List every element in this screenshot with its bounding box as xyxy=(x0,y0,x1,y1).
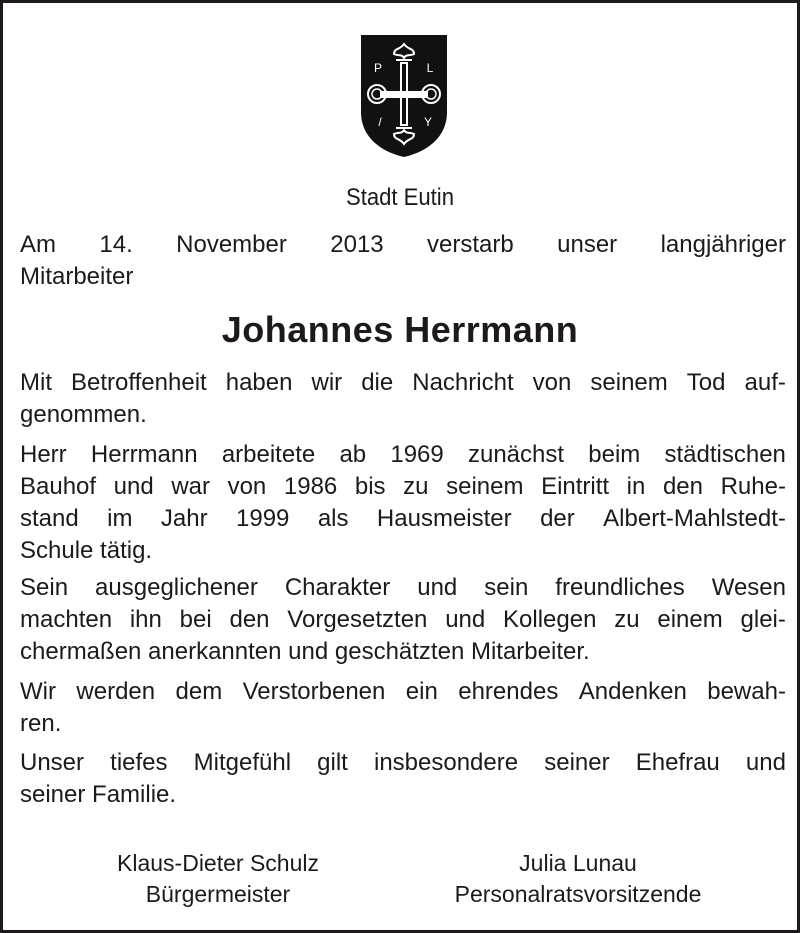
paragraph-5 xyxy=(20,747,786,811)
signatory-title: Bürgermeister xyxy=(145,881,291,907)
text-line: Sein ausgeglichener Charakter und sein freundliches Wesen xyxy=(20,574,786,601)
svg-text:P: P xyxy=(373,61,383,75)
town-name: Stadt Eutin xyxy=(345,184,455,211)
text-line: Schule tätig. xyxy=(20,537,153,564)
coat-of-arms-icon xyxy=(360,34,448,158)
svg-text:/: / xyxy=(378,115,382,129)
text-line: Wir werden dem Verstorbenen ein ehrendes Andenken bewah- xyxy=(20,678,786,705)
deceased-name: Johannes Herrmann xyxy=(221,309,579,350)
svg-text:L: L xyxy=(426,61,434,75)
signatory-name: Klaus-Dieter Schulz xyxy=(117,850,319,876)
intro-paragraph xyxy=(20,229,786,293)
svg-text:Y: Y xyxy=(423,115,433,129)
text-line: Mitarbeiter xyxy=(20,263,134,290)
signatory-name: Julia Lunau xyxy=(519,850,637,876)
paragraph-1 xyxy=(20,367,786,431)
text-line: chermaßen anerkannten und geschätzten Mitarbeiter. xyxy=(20,638,590,665)
signatory-staff-council xyxy=(398,848,758,910)
text-line: stand im Jahr 1999 als Hausmeister der Albert-Mahlstedt- xyxy=(20,505,786,532)
text-line: genommen. xyxy=(20,401,147,428)
text-line: seiner Familie. xyxy=(20,781,177,808)
signatory-title: Personalratsvorsitzende xyxy=(454,881,702,907)
paragraph-3 xyxy=(20,572,786,668)
signatory-mayor xyxy=(38,848,398,910)
text-line: machten ihn bei den Vorgesetzten und Kollegen zu einem glei- xyxy=(20,606,786,633)
text-line: Bauhof und war von 1986 bis zu seinem Eintritt in den Ruhe- xyxy=(20,473,786,500)
paragraph-4 xyxy=(20,676,786,740)
text-line: Unser tiefes Mitgefühl gilt insbesondere seiner Ehefrau und xyxy=(20,749,786,776)
paragraph-2 xyxy=(20,439,786,567)
text-line: Herr Herrmann arbeitete ab 1969 zunächst beim städtischen xyxy=(20,441,786,468)
text-line: ren. xyxy=(20,710,62,737)
text-line: Mit Betroffenheit haben wir die Nachricht von seinem Tod auf- xyxy=(20,369,786,396)
text-line: Am 14. November 2013 verstarb unser langjähriger xyxy=(20,231,786,258)
